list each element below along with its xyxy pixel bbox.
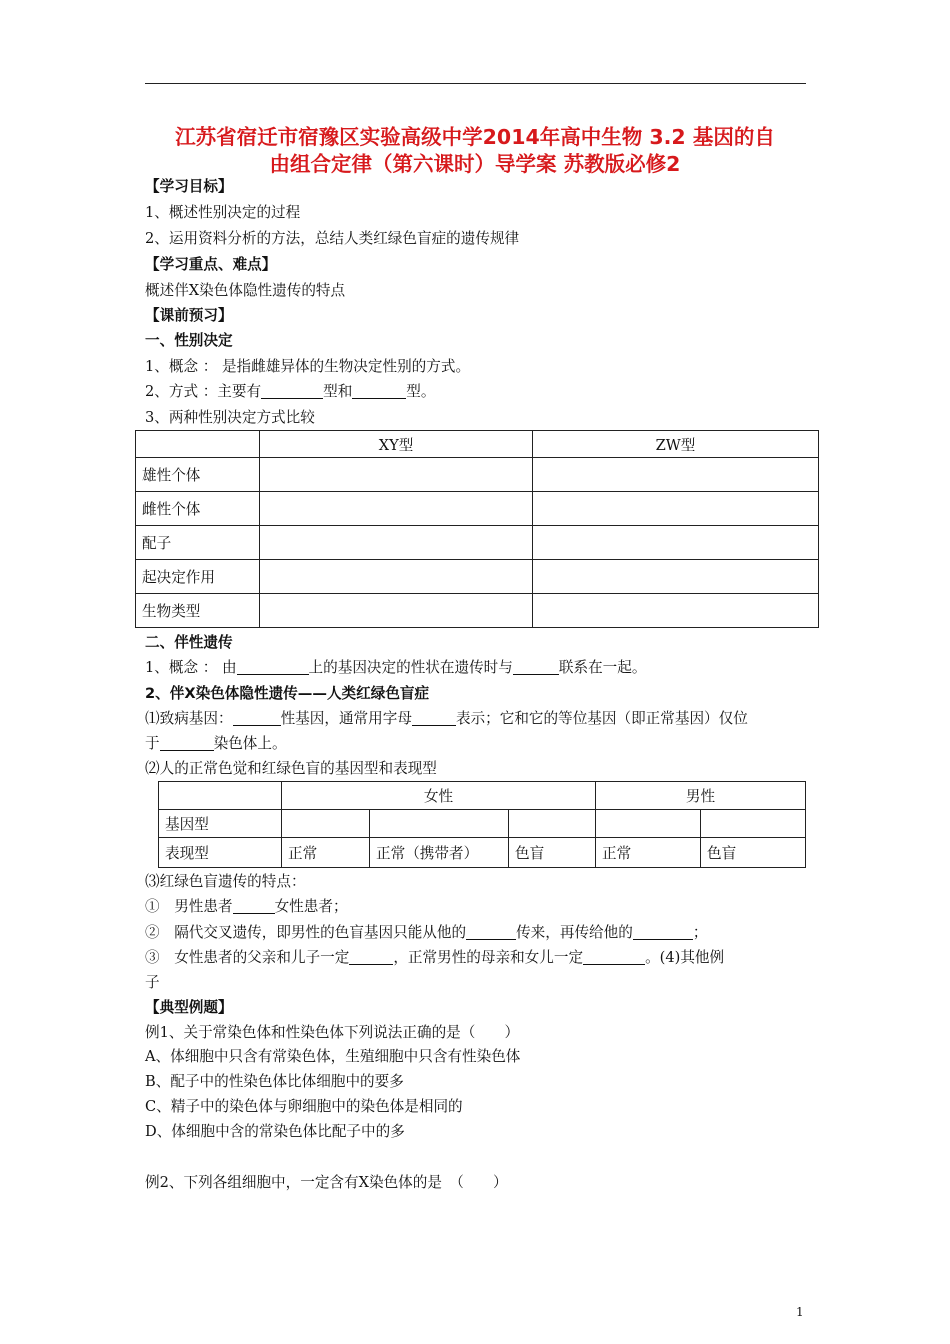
- key-points-text: 概述伴X染色体隐性遗传的特点: [145, 282, 346, 299]
- t1-cell: [533, 458, 819, 492]
- t1-cell: [260, 594, 533, 628]
- t2-header-male: 男性: [596, 782, 806, 810]
- f3-a: ③ 女性患者的父亲和儿子一定: [145, 949, 350, 966]
- concept2-c: 联系在一起。: [558, 659, 647, 676]
- concept2-blank-1: [237, 658, 309, 675]
- title-line-1: 江苏省宿迁市宿豫区实验高级中学2014年高中生物 3.2 基因的自: [175, 125, 775, 149]
- gene-b: 性基因，通常用字母: [280, 710, 412, 727]
- t2-cell: [509, 810, 596, 838]
- concept2-b: 上的基因决定的性状在遗传时与: [308, 659, 513, 676]
- f3-blank-2: [583, 948, 645, 965]
- t1-row-male: 雄性个体: [136, 458, 260, 492]
- gene-d: 于: [145, 735, 160, 752]
- examples-heading: 【典型例题】: [145, 999, 233, 1016]
- t1-cell: [260, 526, 533, 560]
- f2-c: ；: [692, 924, 708, 941]
- example-1: 例1、关于常染色体和性染色体下列说法正确的是（ ）: [145, 1024, 520, 1041]
- gene-line-1: [145, 709, 748, 729]
- t1-row-gamete: 配子: [136, 526, 260, 560]
- f3-c: 。(4)其他例: [645, 949, 725, 966]
- concept-line: 1、概念 ： 是指雌雄异体的生物决定性别的方式。: [145, 358, 471, 375]
- t2-cell: [370, 810, 509, 838]
- example-1-option-a: A、体细胞中只含有常染色体，生殖细胞中只含有性染色体: [145, 1048, 521, 1065]
- f1-b: 女性患者；: [274, 898, 348, 915]
- feature-1: [145, 897, 348, 917]
- t2-cell: [596, 810, 701, 838]
- preview-heading: 【课前预习】: [145, 307, 233, 324]
- t2-header-female: 女性: [282, 782, 596, 810]
- t2-phenotype-cell: 色盲: [701, 838, 806, 868]
- method-blank-1: [261, 382, 323, 399]
- concept2-blank-2: [513, 658, 559, 675]
- key-points-heading: 【学习重点、难点】: [145, 256, 277, 273]
- t2-row-phenotype: 表现型: [159, 838, 282, 868]
- f3-b: ，正常男性的母亲和女儿一定: [393, 949, 584, 966]
- f2-a: ② 隔代交叉遗传，即男性的色盲基因只能从他的: [145, 924, 467, 941]
- t2-phenotype-cell: 色盲: [509, 838, 596, 868]
- section1-heading: 一、性别决定: [145, 332, 233, 349]
- objectives-heading: 【学习目标】: [145, 178, 233, 195]
- t1-cell: [533, 492, 819, 526]
- gene-blank-2: [412, 709, 456, 726]
- sex-determination-table: [135, 430, 819, 628]
- t1-header-xy: XY型: [260, 431, 533, 458]
- example-2: 例2、下列各组细胞中，一定含有X染色体的是 （ ）: [145, 1174, 508, 1191]
- gene-e: 染色体上。: [213, 735, 287, 752]
- example-1-option-d: D、体细胞中含的常染色体比配子中的多: [145, 1123, 405, 1140]
- t1-cell: [533, 594, 819, 628]
- example-1-option-b: B、配子中的性染色体比体细胞中的要多: [145, 1073, 404, 1090]
- method-blank-2: [352, 382, 406, 399]
- example-1-option-c: C、精子中的染色体与卵细胞中的染色体是相同的: [145, 1098, 463, 1115]
- document-title: [140, 124, 810, 178]
- top-rule: [145, 83, 806, 84]
- f2-blank-1: [466, 923, 516, 940]
- method-text-a: 2、方式 ：主要有: [145, 383, 262, 400]
- genotype-phenotype-table: [158, 781, 806, 868]
- t1-row-female: 雌性个体: [136, 492, 260, 526]
- gene-blank-3: [160, 734, 214, 751]
- page-number: 1: [796, 1305, 804, 1319]
- method-line: [145, 382, 436, 402]
- t2-header-empty: [159, 782, 282, 810]
- t2-row-genotype: 基因型: [159, 810, 282, 838]
- colorblind-heading: 2、伴X染色体隐性遗传——人类红绿色盲症: [145, 685, 430, 702]
- t2-cell: [282, 810, 370, 838]
- t1-header-empty: [136, 431, 260, 458]
- feature-3: [145, 948, 724, 968]
- objective-2: 2、运用资料分析的方法，总结人类红绿色盲症的遗传规律: [145, 230, 520, 247]
- t2-phenotype-cell: 正常: [596, 838, 701, 868]
- table2-caption: ⑵人的正常色觉和红绿色盲的基因型和表现型: [145, 760, 437, 777]
- sexlinked-concept-line: [145, 658, 646, 678]
- t1-row-determinant: 起决定作用: [136, 560, 260, 594]
- t1-cell: [533, 526, 819, 560]
- t1-cell: [533, 560, 819, 594]
- concept2-a: 1、概念 ： 由: [145, 659, 237, 676]
- f2-blank-2: [633, 923, 693, 940]
- t1-cell: [260, 458, 533, 492]
- objective-1: 1、概述性别决定的过程: [145, 204, 301, 221]
- gene-line-2: [145, 734, 287, 754]
- method-text-b: 型和: [323, 383, 353, 400]
- feature-3-wrap: 子: [145, 974, 160, 991]
- f1-a: ① 男性患者: [145, 898, 233, 915]
- t1-cell: [260, 560, 533, 594]
- t1-cell: [260, 492, 533, 526]
- f3-blank-1: [349, 948, 393, 965]
- feature-2: [145, 923, 707, 943]
- title-line-2: 由组合定律（第六课时）导学案 苏教版必修2: [269, 152, 681, 176]
- features-heading: ⑶红绿色盲遗传的特点：: [145, 873, 306, 890]
- method-text-c: 型。: [406, 383, 436, 400]
- gene-blank-1: [233, 709, 281, 726]
- f1-blank: [233, 897, 275, 914]
- t1-row-organism: 生物类型: [136, 594, 260, 628]
- t2-phenotype-cell: 正常: [282, 838, 370, 868]
- section2-heading: 二、伴性遗传: [145, 634, 233, 651]
- gene-c: 表示；它和它的等位基因（即正常基因）仅位: [455, 710, 748, 727]
- f2-b: 传来，再传给他的: [516, 924, 633, 941]
- t1-header-zw: ZW型: [533, 431, 819, 458]
- t2-cell: [701, 810, 806, 838]
- compare-line: 3、两种性别决定方式比较: [145, 409, 315, 426]
- t2-phenotype-cell: 正常（携带者）: [370, 838, 509, 868]
- gene-a: ⑴致病基因：: [145, 710, 233, 727]
